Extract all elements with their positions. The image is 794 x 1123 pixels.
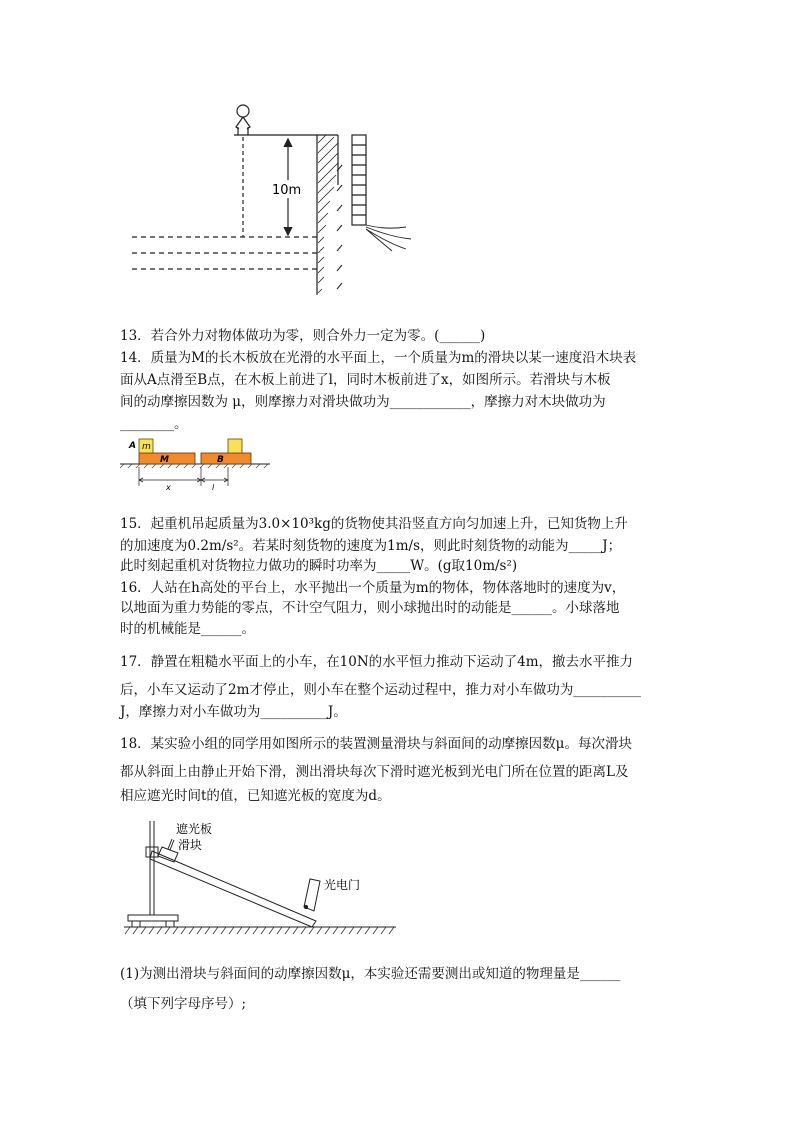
q18-sub1-line1: (1)为测出滑块与斜面间的动摩擦因数μ，本实验还需要测出或知道的物理量是______ [120, 966, 621, 982]
q17-line2: 后，小车又运动了2m才停止，则小车在整个运动过程中，推力对小车做功为__________ [120, 682, 641, 698]
label-gate: 光电门 [324, 878, 361, 892]
q14-line3: 间的动摩擦因数为 μ，则摩擦力对滑块做功为____________，摩擦力对木块做功为 [120, 394, 606, 410]
incline-figure [120, 815, 400, 940]
incline-plank [150, 851, 316, 927]
q14-line2: 面从A点滑至B点，在木板上前进了l，同时木板前进了x，如图所示。若滑块与木板 [120, 372, 611, 388]
label-x: x [166, 483, 171, 492]
q15-line2: 的加速度为0.2m/s²。若某时刻货物的速度为1m/s，则此时刻货物的动能为_____J； [120, 538, 622, 554]
person-head [237, 105, 249, 117]
label-slider: 滑块 [178, 838, 203, 852]
brick-column [352, 135, 366, 225]
q16-line1: 16．人站在h高处的平台上，水平抛出一个质量为m的物体，物体落地时的速度为v， [120, 580, 626, 596]
label-B: B [217, 455, 224, 465]
q15-line3: 此时刻起重机对货物拉力做功的瞬时功率为_____W。(g取10m/s²) [120, 558, 518, 574]
cliff-figure [120, 95, 440, 300]
label-shade: 遮光板 [176, 822, 213, 836]
block-m-final [228, 439, 242, 453]
q13-text: 13．若合外力对物体做功为零，则合外力一定为零。(______) [120, 328, 486, 344]
label-M: M [160, 455, 169, 465]
board-figure [120, 434, 270, 492]
board-M-final [201, 453, 251, 464]
label-l: l [212, 483, 215, 492]
q17-line1: 17．静置在粗糙水平面上的小车，在10N的水平恒力推动下运动了4m，撤去水平推力 [120, 654, 634, 670]
q18-sub1-line2: （填下列字母序号）; [120, 996, 247, 1012]
q16-line2: 以地面为重力势能的零点，不计空气阻力，则小球抛出时的动能是______。小球落地 [120, 600, 620, 616]
q14-line1: 14．质量为M的长木板放在光滑的水平面上，一个质量为m的滑块以某一速度沿木块表 [120, 350, 637, 366]
q17-line3: J，摩擦力对小车做功为__________J。 [120, 704, 347, 720]
q14-line4: ________。 [120, 416, 188, 432]
label-m: m [142, 442, 151, 452]
height-label: 10m [272, 183, 302, 198]
q18-line3: 相应遮光时间t的值，已知遮光板的宽度为d。 [120, 788, 391, 804]
q18-line2: 都从斜面上由静止开始下滑，测出滑块每次下滑时遮光板到光电门所在位置的距离L及 [120, 764, 629, 780]
stand-base [128, 915, 178, 921]
q15-line1: 15．起重机吊起质量为3.0×10³kg的货物使其沿竖直方向匀加速上升，已知货物上升 [120, 516, 628, 532]
q18-line1: 18．某实验小组的同学用如图所示的装置测量滑块与斜面间的动摩擦因数μ。每次滑块 [120, 736, 632, 752]
q16-line3: 时的机械能是______。 [120, 621, 255, 637]
label-A: A [129, 441, 136, 451]
person-body [236, 117, 250, 135]
